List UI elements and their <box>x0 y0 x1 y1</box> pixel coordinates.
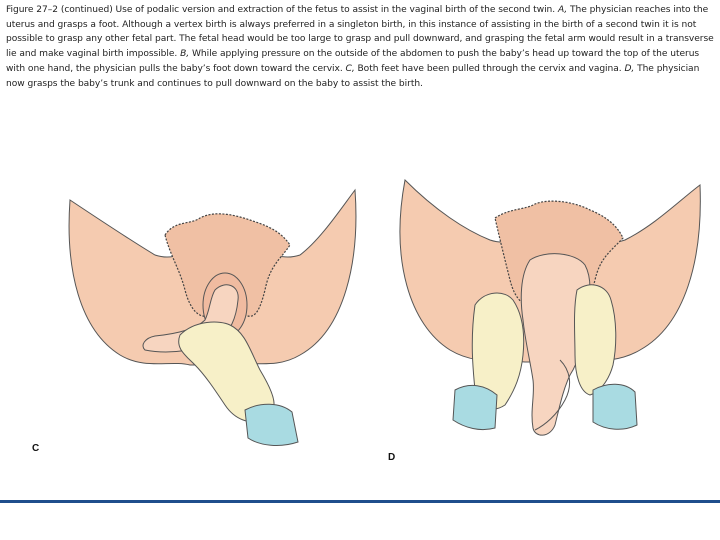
panel-d-label: D <box>388 452 396 463</box>
caption-text-3: While applying pressure on the outside of the abdomen to push the baby’s head up toward the top of the uterus with one hand, the physician pulls the baby’s foot down toward the cervix. <box>6 49 700 74</box>
panel-c-label: C <box>32 443 40 454</box>
caption-label-d: D, <box>624 63 635 74</box>
caption-text-5: The physician now grasps the baby’s trunk and continues to pull downward on the baby to assist the birth. <box>6 63 700 89</box>
footer-rule <box>0 500 720 503</box>
caption-label-b: B, <box>180 49 190 60</box>
caption-label-c: C, <box>345 63 355 74</box>
figure-caption <box>6 3 716 91</box>
illustration-panel-c <box>60 180 360 450</box>
caption-text-4: Both feet have been pulled through the cervix and vagina. <box>354 63 625 74</box>
caption-text-1: Figure 27–2 (continued) Use of podalic version and extraction of the fetus to assist in the vaginal birth of the second twin. <box>6 5 558 15</box>
caption-label-a: A, <box>557 5 568 15</box>
illustration-panel-d <box>385 170 705 450</box>
caption-text-2: The physician reaches into the uterus and grasps a foot. Although a vertex birth is always preferred in a singleton birth, in this instance of assisting in the birth of a second twin it is not possible to grasp any other fetal part. The fetal head would be too large to grasp and pull downward, and grasping the fetal arm would result in a transverse lie and make vaginal birth impossible. <box>6 5 714 60</box>
